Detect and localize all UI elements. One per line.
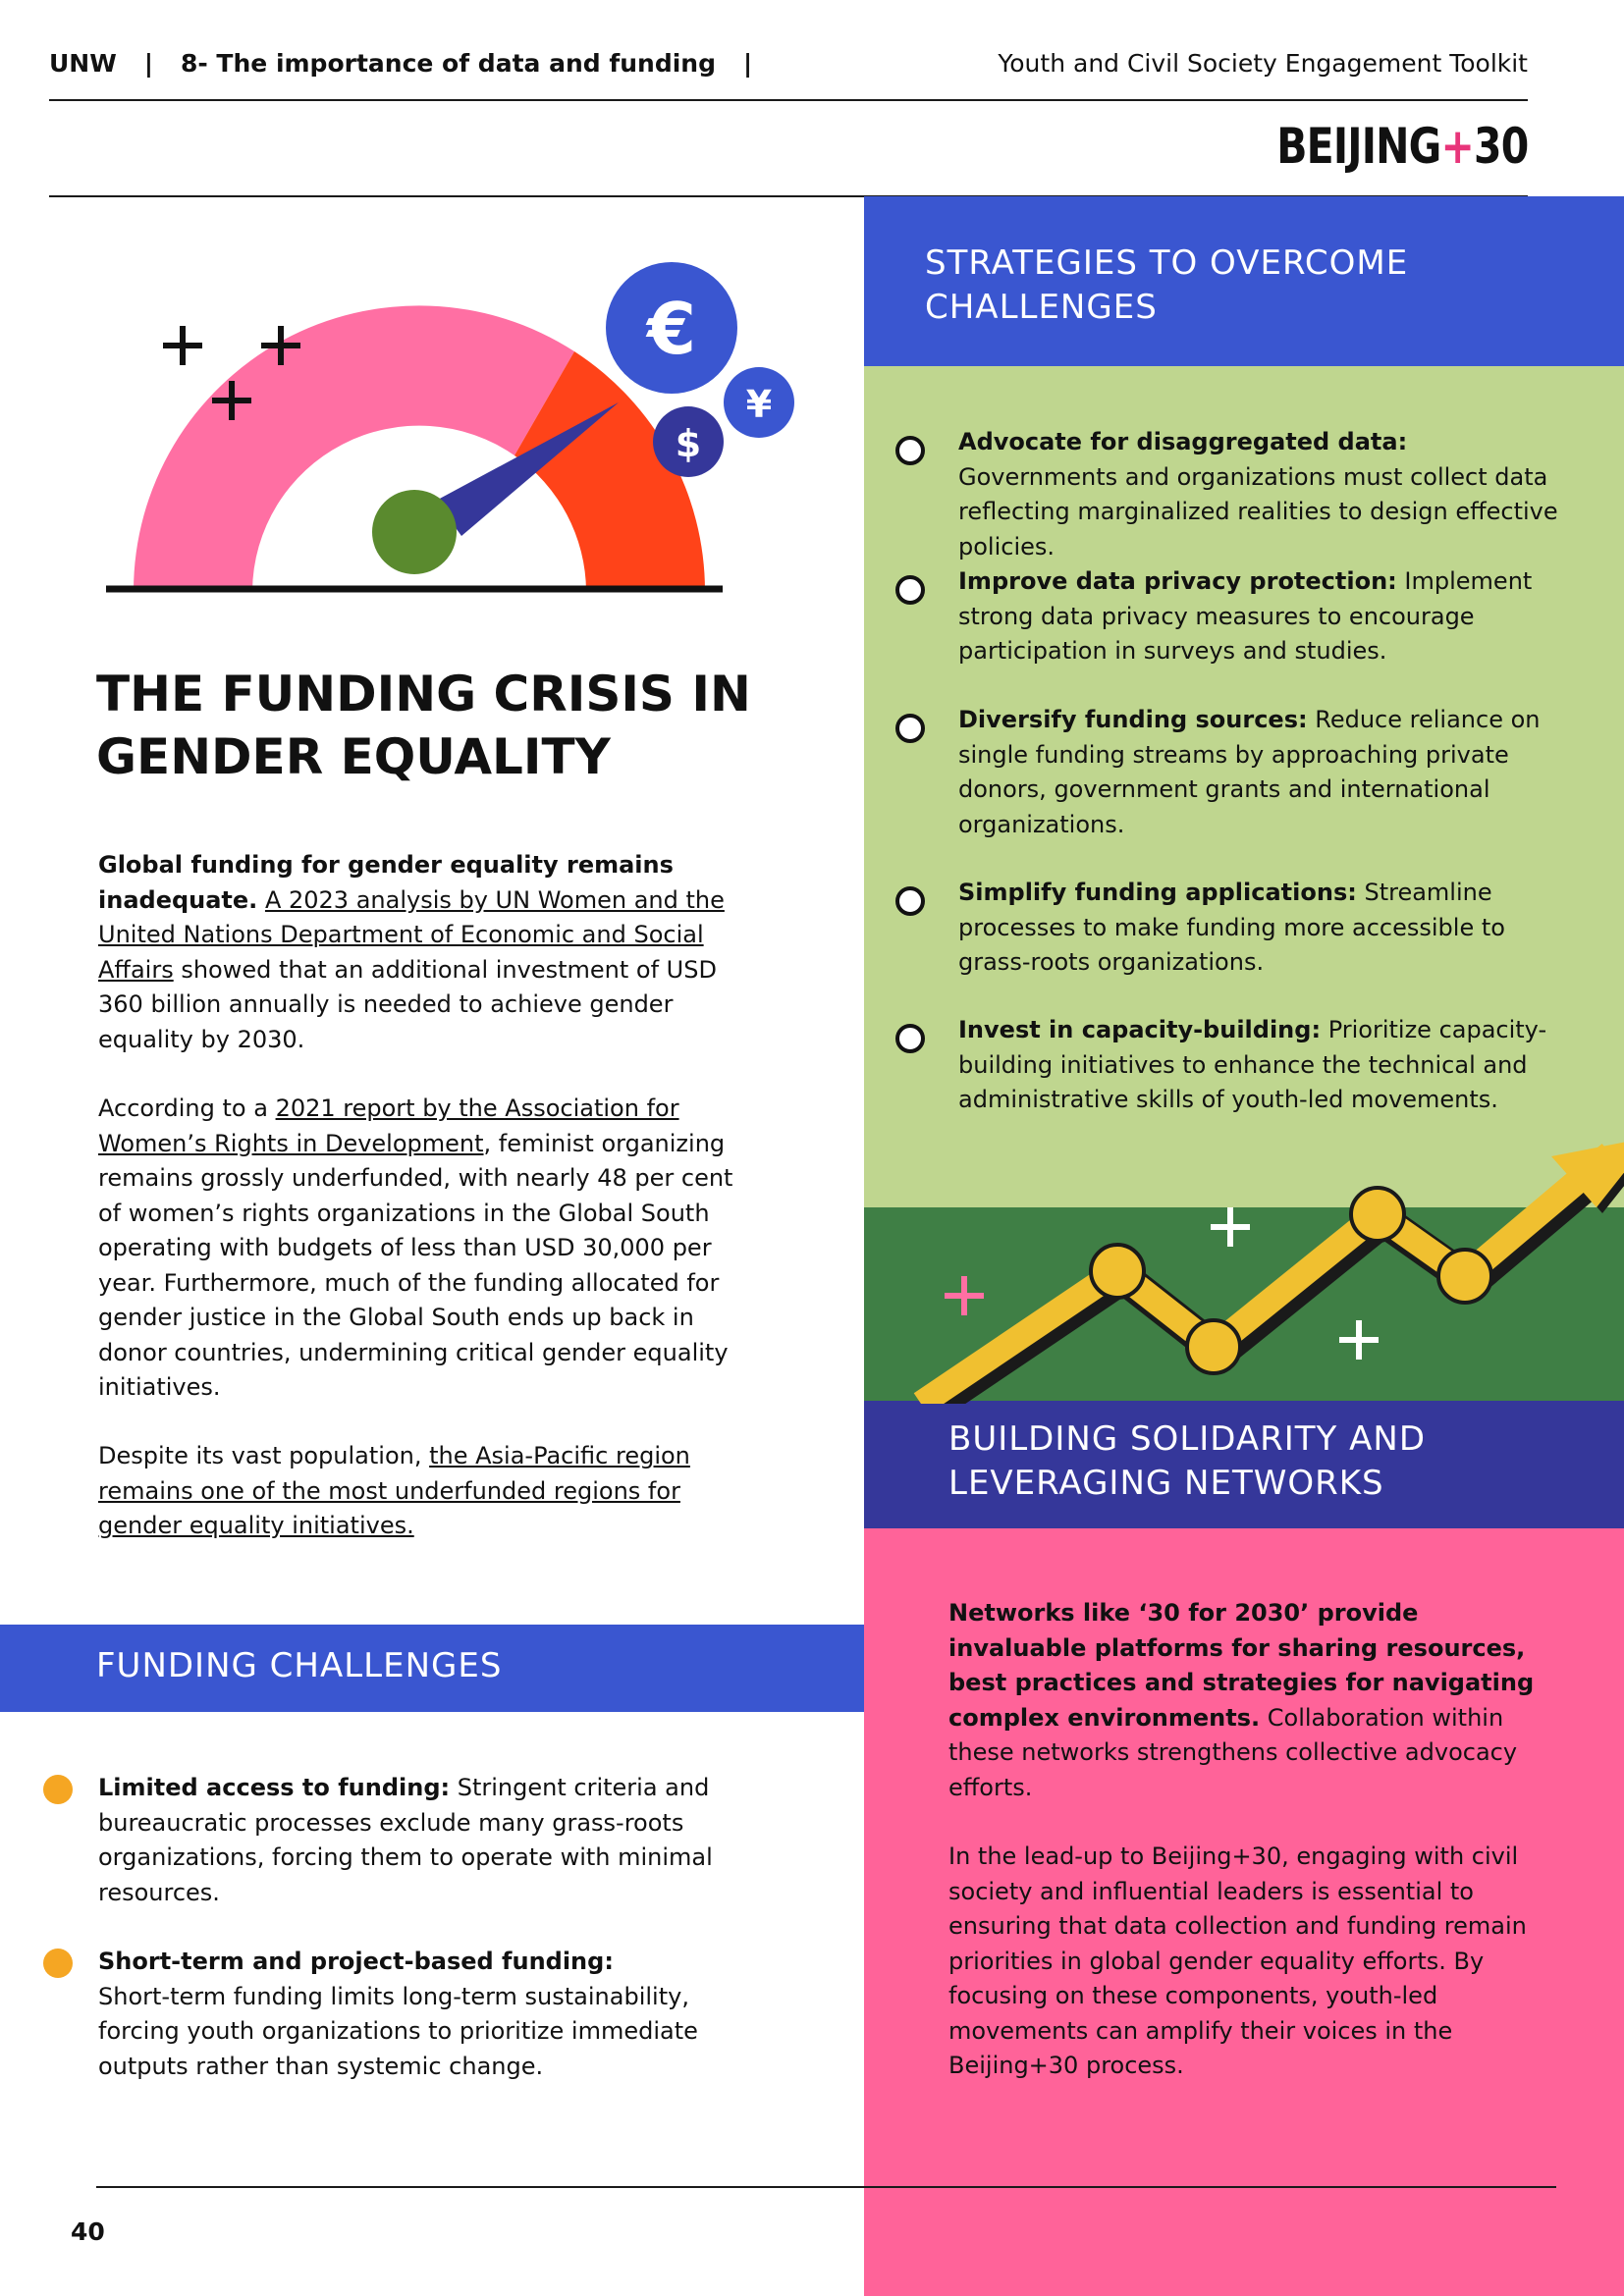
challenge-item: Short-term and project-based funding: Short-term funding limits long-term sustainability, forcing youth organizations to prioritize immediate outputs rather than systemic change. xyxy=(98,1948,698,2080)
plus-sign-white xyxy=(1211,1207,1250,1247)
trend-point xyxy=(1187,1320,1240,1373)
euro-icon: € xyxy=(646,288,697,370)
intro-paragraph-2: According to a 2021 report by the Association for Women’s Rights in Development, feminist organizing remains grossly underfunded, with nearly 48 per cent of women’s rights organizations in the Global South operating with budgets of less than USD 30,000 per year. Furthermore, much of the funding allocated for gender justice in the Global South ends up back in donor countries, undermining critical gender equality initiatives. xyxy=(98,1095,733,1401)
yen-icon: ¥ xyxy=(745,383,773,426)
strategy-item: Invest in capacity-building: Prioritize capacity-building initiatives to enhance the technical and administrative skills of youth-led movements. xyxy=(958,1016,1547,1113)
header-separator: | xyxy=(143,49,153,78)
trend-point xyxy=(1091,1245,1144,1298)
awid-report-link[interactable]: 2021 report by the Association for Women’s Rights in Development xyxy=(98,1095,679,1157)
trend-line xyxy=(921,1153,1610,1404)
trend-point xyxy=(1351,1188,1404,1241)
footer-rule xyxy=(96,2186,1556,2188)
trend-line-shadow xyxy=(927,1159,1616,1404)
gauge-hub xyxy=(372,490,457,574)
asia-pacific-link[interactable]: the Asia-Pacific region remains one of the most underfunded regions for gender equality initiatives. xyxy=(98,1442,690,1539)
strategy-bullet xyxy=(895,886,925,916)
beijing30-logo: BEIJING+30 xyxy=(1275,118,1528,175)
solidarity-paragraph-2: In the lead-up to Beijing+30, engaging with civil society and influential leaders is essential to ensuring that data collection and funding remain priorities in global gender equality efforts. By focusing on these components, youth-led movements can amplify their voices in the Beijing+30 process. xyxy=(948,1842,1527,2079)
header-rule xyxy=(49,99,1528,101)
header-org: UNW xyxy=(49,49,117,78)
challenge-bullet xyxy=(43,1775,73,1804)
plus-sign-white-2 xyxy=(1339,1320,1379,1360)
strategy-item: Diversify funding sources: Reduce reliance on single funding streams by approaching private donors, government grants and international organizations. xyxy=(958,706,1541,838)
strategy-bullet xyxy=(895,436,925,465)
header-title: Youth and Civil Society Engagement Toolkit xyxy=(998,49,1528,78)
page-number: 40 xyxy=(71,2217,105,2246)
intro-paragraph-3: Despite its vast population, the Asia-Pacific region remains one of the most underfunded regions for gender equality initiatives. xyxy=(98,1442,690,1539)
solidarity-paragraph-1: Networks like ‘30 for 2030’ provide invaluable platforms for sharing resources, best practices and strategies for navigating complex environments. Collaboration within these networks strengthens collective advocacy efforts. xyxy=(948,1599,1535,1801)
strategy-bullet xyxy=(895,575,925,605)
dollar-icon: $ xyxy=(675,422,702,465)
header-separator-2: | xyxy=(743,49,753,78)
strategies-heading: STRATEGIES TO OVERCOME CHALLENGES xyxy=(925,243,1409,327)
strategy-item: Simplify funding applications: Streamline processes to make funding more accessible to grass-roots organizations. xyxy=(958,879,1505,976)
funding-challenges-heading: FUNDING CHALLENGES xyxy=(96,1646,503,1685)
solidarity-heading: BUILDING SOLIDARITY AND LEVERAGING NETWORKS xyxy=(948,1419,1427,1503)
plus-sign-pink xyxy=(945,1276,984,1315)
strategy-bullet xyxy=(895,1024,925,1053)
strategy-item: Advocate for disaggregated data: Governments and organizations must collect data reflecting marginalized realities to design effective policies. xyxy=(958,428,1558,561)
challenge-item: Limited access to funding: Stringent criteria and bureaucratic processes exclude many grass-roots organizations, forcing them to operate with minimal resources. xyxy=(98,1774,713,1906)
trend-point xyxy=(1438,1250,1491,1303)
strategy-bullet xyxy=(895,714,925,743)
funding-gauge-illustration xyxy=(49,245,815,599)
page-title: THE FUNDING CRISIS IN GENDER EQUALITY xyxy=(96,666,751,785)
strategy-item: Improve data privacy protection: Implement strong data privacy measures to encourage participation in surveys and studies. xyxy=(958,567,1533,665)
intro-paragraph-1: Global funding for gender equality remains inadequate. A 2023 analysis by UN Women and the United Nations Department of Economic and Social Affairs showed that an additional investment of USD 360 billion annually is needed to achieve gender equality by 2030. xyxy=(98,851,725,1053)
un-women-analysis-link[interactable]: A 2023 analysis by UN Women and the United Nations Department of Economic and Social Affairs xyxy=(98,885,725,984)
header-chapter: 8- The importance of data and funding xyxy=(180,49,716,78)
challenge-bullet xyxy=(43,1949,73,1978)
growth-arrow-illustration xyxy=(864,1109,1624,1404)
header-left xyxy=(49,49,780,78)
